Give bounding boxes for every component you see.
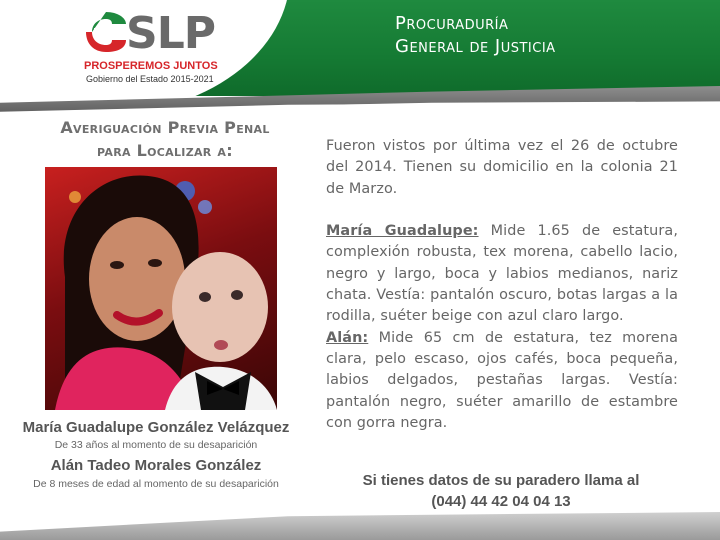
person-2-label: Alán: — [326, 329, 369, 346]
contact-line-1: Si tienes datos de su paradero llama al — [362, 472, 640, 489]
contact-block — [326, 470, 676, 512]
person-2-text: Mide 65 cm de estatura, tez morena clara, pelo escaso, ojos cafés, boca pequeña, labios delgados, pestañas largas. Vestía: pantalón negro, suéter amarillo de estambre con gorra negra. — [326, 329, 678, 431]
title-line-2: General de Justicia — [395, 36, 556, 57]
case-heading — [20, 116, 310, 162]
person-2-description — [326, 328, 678, 434]
description-block — [326, 136, 678, 434]
slp-logo — [84, 6, 224, 86]
person-2-name: Alán Tadeo Morales González — [50, 457, 262, 474]
title-line-1: Procuraduría — [395, 13, 509, 34]
person-1-detail: De 33 años al momento de su desaparición — [54, 439, 258, 451]
logo-government: Gobierno del Estado 2015-2021 — [86, 74, 214, 84]
person-2-detail: De 8 meses de edad al momento de su desaparición — [33, 478, 279, 490]
slp-swirl-icon — [84, 10, 128, 54]
missing-persons-photo — [45, 167, 277, 410]
person-1-label: María Guadalupe: — [326, 223, 479, 240]
person-1-name: María Guadalupe González Velázquez — [22, 419, 290, 436]
intro-paragraph: Fueron vistos por última vez el 26 de octubre del 2014. Tienen su domicilio en la colonia 21 de Marzo. — [326, 138, 678, 197]
person-1-text: Mide 1.65 de estatura, complexión robusta, tex morena, cabello lacio, negro y largo, boca y labios medianos, nariz chata. Vestía: pantalón oscuro, botas largas a la rodilla, suéter beige con azul claro largo. — [326, 223, 678, 325]
logo-text: SLP — [126, 8, 215, 59]
person-1-description — [326, 221, 678, 327]
footer-band — [0, 512, 720, 540]
photo-illustration — [45, 167, 277, 410]
case-heading-line-1: Averiguación Previa Penal — [60, 118, 270, 137]
page-title — [395, 12, 556, 58]
contact-phone: (044) 44 42 04 04 13 — [431, 493, 571, 510]
case-heading-line-2: para Localizar a: — [97, 141, 233, 160]
logo-slogan: PROSPEREMOS JUNTOS — [84, 60, 218, 72]
